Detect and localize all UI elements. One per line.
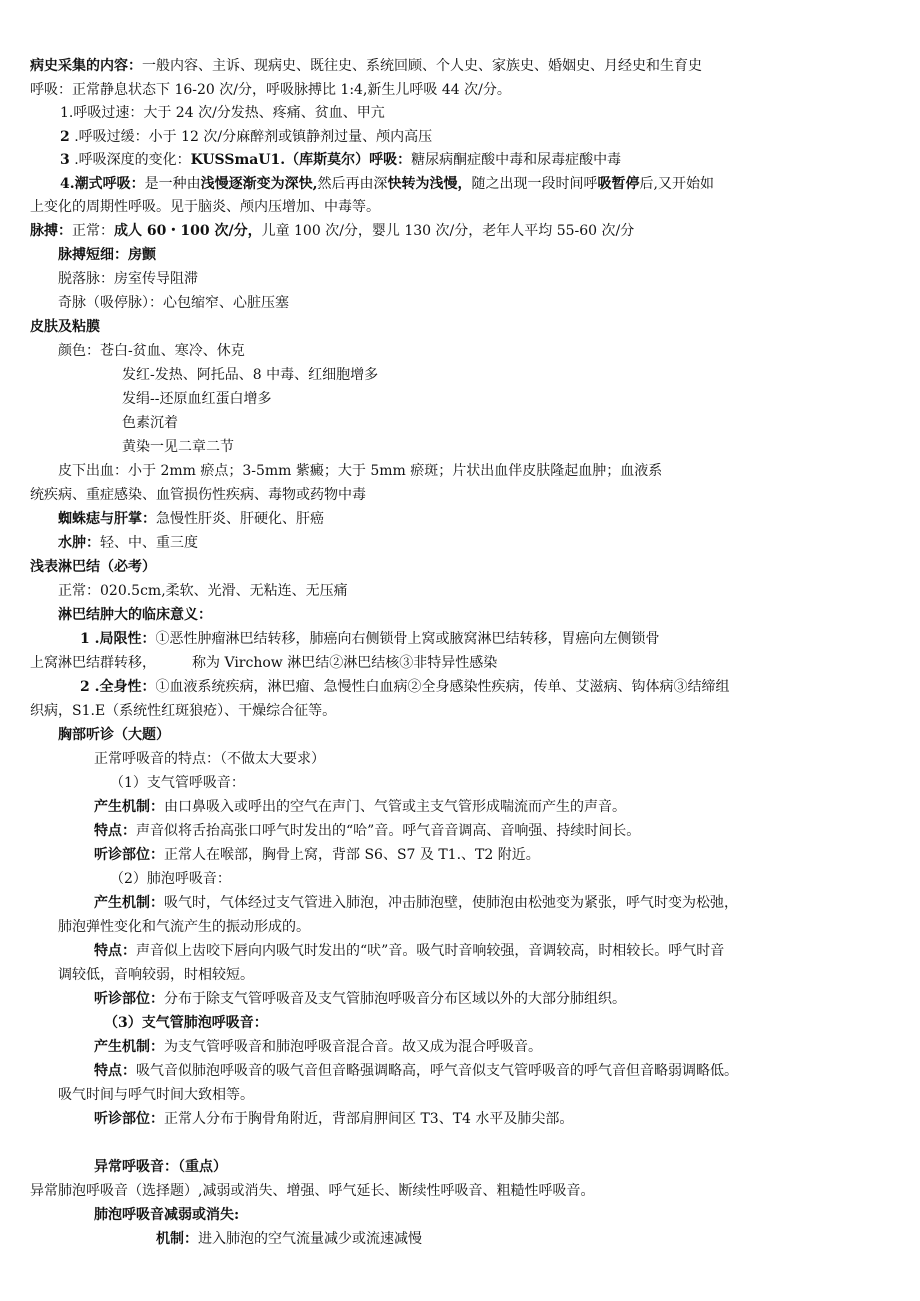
heading-text: 异常呼吸音：（重点） bbox=[94, 1159, 227, 1175]
text: 上窝淋巴结群转移， bbox=[30, 655, 156, 671]
lymph-heading bbox=[30, 556, 890, 580]
heading-history: 病史采集的内容： bbox=[30, 58, 142, 74]
text: 声音似上齿咬下唇向内吸气时发出的“吠”音。吸气时音响较强，音调较高，时相较长。呼气时音 bbox=[136, 943, 725, 959]
local-label: 1 .局限性： bbox=[80, 631, 156, 647]
text: 随之出现一段时间呼 bbox=[471, 176, 598, 192]
item-number: 2 bbox=[60, 129, 70, 145]
text: 称为 Virchow 淋巴结②淋巴结核③非特异性感染 bbox=[192, 655, 498, 671]
kussmaul-text: 糖尿病酮症酸中毒和尿毒症酸中毒 bbox=[411, 152, 622, 168]
history-content-line bbox=[30, 55, 890, 79]
label: 特点： bbox=[94, 823, 136, 839]
vesicular-decrease-heading bbox=[94, 1204, 890, 1228]
bronchial-heading: （1）支气管呼吸音： bbox=[110, 775, 245, 791]
bradypnea-line bbox=[60, 126, 890, 150]
skin-cyanosis-line: 发绢--还原血红蛋白增多 bbox=[122, 391, 272, 407]
lymph-general-line bbox=[80, 676, 890, 700]
depth-change-label: .呼吸深度的变化： bbox=[74, 152, 191, 168]
lymph-normal-line: 正常：020.5cm,柔软、光滑、无粘连、无压痛 bbox=[58, 583, 348, 599]
vesicular-decrease-mechanism bbox=[156, 1228, 890, 1252]
label: 机制： bbox=[156, 1231, 198, 1247]
label: 特点： bbox=[94, 1063, 136, 1079]
bronchovesicular-mechanism-line bbox=[94, 1036, 890, 1060]
heading-text: 胸部听诊（大题） bbox=[58, 727, 170, 743]
emphasis: 浅慢逐渐变为深快, bbox=[200, 176, 318, 192]
emphasis: 成人 60・100 次/分， bbox=[114, 223, 262, 239]
pulse-short-text: 脉搏短细：房颤 bbox=[58, 247, 156, 263]
text: 然后再由深 bbox=[317, 176, 388, 192]
depth-change-line bbox=[60, 149, 890, 173]
label: 听诊部位： bbox=[94, 991, 164, 1007]
label: 产生机制： bbox=[94, 1039, 164, 1055]
bronchovesicular-feature-cont: 吸气时间与呼气时间大致相等。 bbox=[58, 1087, 254, 1103]
text: 分布于除支气管呼吸音及支气管肺泡呼吸音分布区域以外的大部分肺组织。 bbox=[164, 991, 626, 1007]
skin-pigment-line: 色素沉着 bbox=[122, 415, 178, 431]
text: ①血液系统疾病，淋巴瘤、急慢性白血病②全身感染性疾病，传单、艾滋病、钩体病③结缔组 bbox=[155, 679, 730, 695]
bradypnea-text: .呼吸过缓：小于 12 次/分麻醉剂或镇静剂过量、颅内高压 bbox=[74, 129, 433, 145]
skin-jaundice-line: 黄染一见二章二节 bbox=[122, 439, 234, 455]
bronchial-mechanism-line bbox=[94, 796, 890, 820]
text: ①恶性肿瘤淋巴结转移，肺癌向右侧锁骨上窝或腋窝淋巴结转移，胃癌向左侧锁骨 bbox=[155, 631, 660, 647]
text: 急慢性肝炎、肝硬化、肝癌 bbox=[156, 511, 324, 527]
text: 吸气时，气体经过支气管进入肺泡，冲击肺泡壁，使肺泡由松弛变为紧张，呼气时变为松弛， bbox=[164, 895, 738, 911]
lymph-local-line bbox=[80, 628, 890, 652]
subheading-text: 淋巴结肿大的临床意义： bbox=[58, 607, 212, 623]
text: 是一种由 bbox=[144, 176, 201, 192]
skin-red-line: 发红-发热、阿托品、8 中毒、红细胞增多 bbox=[122, 367, 379, 383]
auscultation-heading bbox=[58, 724, 890, 748]
cheyne-stokes-label: 4.潮式呼吸： bbox=[60, 176, 145, 192]
kussmaul-label: KUSSmaU1.（库斯莫尔）呼吸： bbox=[190, 152, 412, 168]
text: 为支气管呼吸音和肺泡呼吸音混合音。故又成为混合呼吸音。 bbox=[164, 1039, 542, 1055]
text: 轻、中、重三度 bbox=[100, 535, 198, 551]
skin-heading bbox=[30, 316, 890, 340]
bronchovesicular-site-line bbox=[94, 1108, 890, 1132]
normal-sounds-line: 正常呼吸音的特点：（不做太大要求） bbox=[94, 751, 325, 767]
history-items: 一般内容、主诉、现病史、既往史、系统回顾、个人史、家族史、婚姻史、月经史和生育史 bbox=[142, 58, 702, 74]
vesicular-site-line bbox=[94, 988, 890, 1012]
text: 儿童 100 次/分，婴儿 130 次/分，老年人平均 55-60 次/分 bbox=[261, 223, 635, 239]
vesicular-mechanism-line bbox=[94, 892, 890, 916]
bronchovesicular-heading bbox=[104, 1012, 890, 1036]
vesicular-feature-cont: 调较低，音响较弱，时相较短。 bbox=[58, 967, 254, 983]
heading-text: 浅表淋巴结（必考） bbox=[30, 559, 156, 575]
subcutaneous-bleeding-cont: 统疾病、重症感染、血管损伤性疾病、毒物或药物中毒 bbox=[30, 487, 366, 503]
label: 产生机制： bbox=[94, 799, 164, 815]
emphasis: 吸暂停 bbox=[597, 176, 640, 192]
bronchial-site-line bbox=[94, 844, 890, 868]
heading-pulse: 脉搏： bbox=[30, 223, 72, 239]
pulse-line bbox=[30, 220, 890, 244]
skin-color-line: 颜色：苍白-贫血、寒冷、休克 bbox=[58, 343, 245, 359]
text: 进入肺泡的空气流量减少或流速减慢 bbox=[198, 1231, 422, 1247]
edema-line bbox=[58, 532, 890, 556]
vesicular-feature-line bbox=[94, 940, 890, 964]
spider-nevi-label: 蜘蛛痣与肝掌： bbox=[58, 511, 156, 527]
text: 吸气音似肺泡呼吸音的吸气音但音略强调略高，呼气音似支气管呼吸音的呼气音但音略弱调略低。 bbox=[136, 1063, 738, 1079]
label: 听诊部位： bbox=[94, 1111, 164, 1127]
item-number: 3 bbox=[60, 152, 70, 168]
cheyne-stokes-cont: 上变化的周期性呼吸。见于脑炎、颅内压增加、中毒等。 bbox=[30, 199, 380, 215]
lymph-local-cont bbox=[30, 652, 890, 676]
lymph-significance-line bbox=[58, 604, 890, 628]
tachypnea-line: 1.呼吸过速：大于 24 次/分发热、疼痛、贫血、甲亢 bbox=[60, 105, 385, 121]
general-label: 2 .全身性： bbox=[80, 679, 156, 695]
pulse-short-line bbox=[58, 244, 890, 268]
abnormal-vesicular-line: 异常肺泡呼吸音（选择题）,减弱或消失、增强、呼气延长、断续性呼吸音、粗糙性呼吸音。 bbox=[30, 1183, 595, 1199]
dropped-pulse-line: 脱落脉：房室传导阻滞 bbox=[58, 271, 198, 287]
bronchial-feature-line bbox=[94, 820, 890, 844]
label: 听诊部位： bbox=[94, 847, 164, 863]
emphasis: 快转为浅慢， bbox=[387, 176, 472, 192]
heading-text: 肺泡呼吸音减弱或消失: bbox=[94, 1207, 240, 1223]
cheyne-stokes-line bbox=[60, 173, 890, 197]
text: 由口鼻吸入或呼出的空气在声门、气管或主支气管形成喘流而产生的声音。 bbox=[164, 799, 626, 815]
respiration-line: 呼吸：正常静息状态下 16-20 次/分，呼吸脉搏比 1:4,新生儿呼吸 44 次/分。 bbox=[30, 82, 511, 98]
text: 声音似将舌抬高张口呼气时发出的“哈”音。呼气音音调高、音响强、持续时间长。 bbox=[136, 823, 641, 839]
heading-text: （3）支气管肺泡呼吸音： bbox=[104, 1015, 268, 1031]
text: 正常人分布于胸骨角附近，背部肩胛间区 T3、T4 水平及肺尖部。 bbox=[164, 1111, 574, 1127]
abnormal-sounds-heading bbox=[94, 1156, 890, 1180]
lymph-general-cont: 织病，S1.E（系统性红斑狼疮）、干燥综合征等。 bbox=[30, 703, 337, 719]
text: 正常： bbox=[72, 223, 114, 239]
label: 特点： bbox=[94, 943, 136, 959]
text: 正常人在喉部，胸骨上窝，背部 S6、S7 及 T1.、T2 附近。 bbox=[164, 847, 540, 863]
paradoxical-pulse-line: 奇脉（吸停脉）：心包缩窄、心脏压塞 bbox=[58, 295, 289, 311]
vesicular-heading: （2）肺泡呼吸音： bbox=[110, 871, 231, 887]
bronchovesicular-feature-line bbox=[94, 1060, 890, 1084]
edema-label: 水肿： bbox=[58, 535, 100, 551]
spider-nevi-line bbox=[58, 508, 890, 532]
label: 产生机制： bbox=[94, 895, 164, 911]
text: 后,又开始如 bbox=[639, 176, 714, 192]
vesicular-mechanism-cont: 肺泡弹性变化和气流产生的振动形成的。 bbox=[58, 919, 310, 935]
subcutaneous-bleeding-line: 皮下出血：小于 2mm 瘀点；3-5mm 紫癜；大于 5mm 瘀斑；片状出血伴皮肤隆起血肿；血液系 bbox=[58, 463, 663, 479]
heading-text: 皮肤及粘膜 bbox=[30, 319, 100, 335]
